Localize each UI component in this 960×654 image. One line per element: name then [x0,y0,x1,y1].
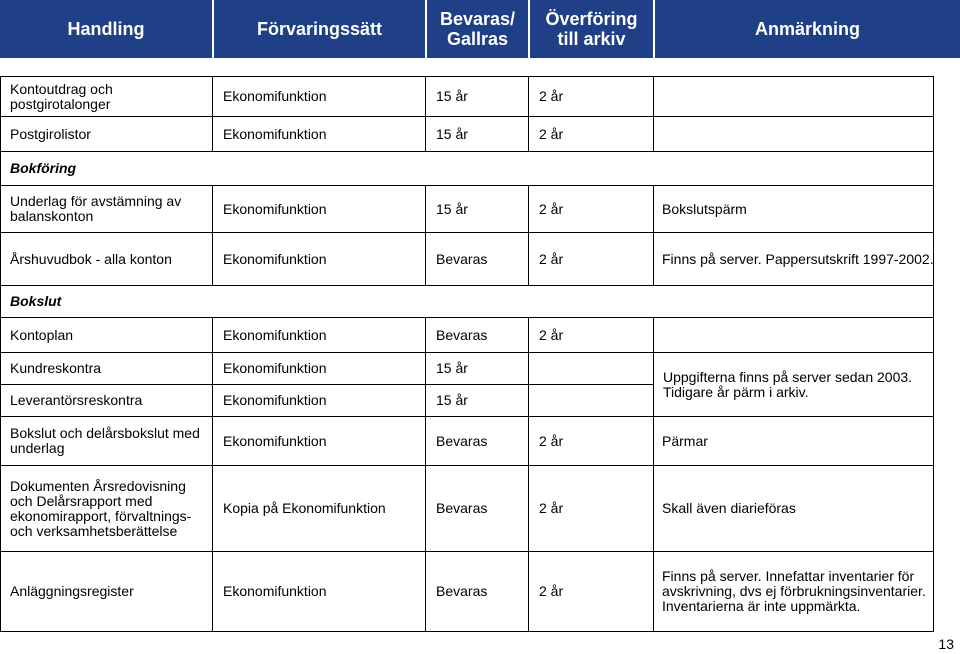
cell-border [933,552,934,631]
cell-border [653,466,654,551]
cell-anmarkning: Finns på server. Pappersutskrift 1997-2002. [662,250,934,267]
cell-border [212,466,213,551]
cell-border [0,466,1,551]
cell-overforing: 2 år [539,125,564,142]
cell-border [933,353,934,384]
cell-bevaras: 15 år [436,125,468,142]
table-row-dokumenten-arsredovisning [0,465,934,551]
cell-handling: Postgirolistor [10,125,91,142]
cell-border [528,417,529,465]
cell-border [528,77,529,116]
cell-border [425,353,426,384]
cell-border [0,77,1,116]
cell-border [653,77,654,116]
cell-border [425,552,426,631]
table-row-kontoplan [0,317,934,352]
cell-border [425,417,426,465]
cell-border [933,318,934,352]
cell-forvaring: Ekonomifunktion [223,432,327,449]
cell-handling: Kundreskontra [10,360,102,376]
cell-border [0,186,1,232]
cell-border [933,186,934,232]
table-row-postgirolistor [0,116,934,151]
cell-anmarkning [653,77,934,116]
cell-border [425,117,426,151]
cell-border [528,466,529,551]
cell-border [933,417,934,465]
table-header [0,0,960,58]
cell-border [653,117,654,151]
cell-forvaring: Ekonomifunktion [223,88,327,104]
cell-forvaring: Ekonomifunktion [223,583,327,599]
header-bevaras [425,0,528,58]
table-row-bokslut-delarsbokslut [0,416,934,465]
cell-handling: Leverantörsreskontra [10,392,143,408]
table-bottom-border [0,631,934,632]
cell-border [0,385,1,416]
cell-border [933,77,934,116]
cell-border [212,186,213,232]
cell-bevaras: 15 år [436,392,468,408]
section-title: Bokslut [10,293,62,309]
page-number: 13 [938,636,954,652]
header-anmarkning [653,0,960,58]
header-overforing [528,0,653,58]
cell-handling: Underlag för avstämning av balanskonton [10,193,182,224]
merged-note-cell: Uppgifterna finns på server sedan 2003. Tidigare år pärm i arkiv. [654,353,933,416]
header-forvaring [212,0,425,58]
cell-border [528,552,529,631]
cell-forvaring: Kopia på Ekonomifunktion [223,500,386,516]
cell-handling: Kontoplan [10,326,74,343]
cell-border [933,466,934,551]
header-anmarkning-label: Anmärkning [754,19,860,39]
table-row-anlaggningsregister [0,551,934,631]
cell-border [212,353,213,384]
cell-anmarkning: Skall även diarieföras [662,500,796,516]
cell-border [425,318,426,352]
cell-border [0,286,1,317]
cell-overforing: 2 år [539,583,564,599]
cell-handling: Kontoutdrag och postgirotalonger [10,80,113,112]
cell-overforing [528,353,653,384]
cell-border [653,417,654,465]
cell-border [425,385,426,416]
cell-border [933,286,934,317]
header-handling [0,0,212,58]
table-row-underlag-avstamning [0,185,934,232]
header-forvaring-label: Förvaringssätt [256,19,383,39]
cell-anmarkning: Finns på server. Innefattar inventarier för avskrivning, dvs ej förbrukningsinventarier. Inventarierna är inte uppmärkta. [662,568,926,614]
cell-border [528,385,529,416]
cell-bevaras: 15 år [436,200,468,217]
header-bevaras-label: Bevaras/ Gallras [439,9,516,49]
table-row-section-bokslut [0,285,934,317]
cell-border [212,318,213,352]
cell-bevaras: Bevaras [436,432,488,449]
cell-overforing: 2 år [539,88,564,104]
cell-border [528,318,529,352]
cell-border [933,117,934,151]
cell-overforing: 2 år [539,250,564,267]
cell-border [212,417,213,465]
cell-forvaring: Ekonomifunktion [223,326,327,343]
cell-border [0,318,1,352]
cell-bevaras: Bevaras [436,583,488,599]
table-row-section-bokforing [0,151,934,185]
header-handling-label: Handling [67,19,145,39]
cell-border [528,186,529,232]
table-row-arshuvudbok [0,232,934,285]
cell-handling: Dokumenten Årsredovisning och Delårsrapport med ekonomirapport, förvaltnings- och verksamhetsberättelse [10,477,192,539]
cell-border [653,318,654,352]
table-row-kontoutdrag [0,76,934,116]
cell-border [0,233,1,285]
cell-handling: Årshuvudbok - alla konton [10,250,172,267]
cell-bevaras: 15 år [436,88,468,104]
cell-border [653,233,654,285]
cell-border [425,466,426,551]
cell-border [653,186,654,232]
cell-overforing: 2 år [539,200,564,217]
cell-overforing: 2 år [539,326,564,343]
cell-border [933,385,934,416]
cell-border [528,233,529,285]
cell-border [528,353,529,384]
cell-anmarkning [653,318,934,352]
cell-forvaring: Ekonomifunktion [223,125,327,142]
cell-forvaring: Ekonomifunktion [223,360,327,376]
cell-border [0,417,1,465]
cell-forvaring: Ekonomifunktion [223,200,327,217]
cell-overforing [528,385,653,416]
cell-handling: Bokslut och delårsbokslut med underlag [10,425,200,456]
cell-border [0,117,1,151]
cell-border [933,233,934,285]
cell-forvaring: Ekonomifunktion [223,392,327,408]
cell-overforing: 2 år [539,500,564,516]
section-title: Bokföring [10,160,77,176]
cell-overforing: 2 år [539,432,564,449]
cell-border [933,152,934,185]
cell-border [212,77,213,116]
cell-bevaras: Bevaras [436,500,488,516]
cell-border [0,152,1,185]
cell-anmarkning: Pärmar [662,432,708,449]
cell-border [0,353,1,384]
cell-handling: Anläggningsregister [10,583,134,599]
cell-bevaras: 15 år [436,360,468,376]
cell-border [212,233,213,285]
cell-border [0,552,1,631]
cell-bevaras: Bevaras [436,326,488,343]
cell-border [212,385,213,416]
cell-border [212,552,213,631]
cell-border [425,233,426,285]
cell-border [212,117,213,151]
cell-bevaras: Bevaras [436,250,488,267]
header-overforing-label: Överföring till arkiv [545,9,638,49]
cell-border [653,552,654,631]
cell-forvaring: Ekonomifunktion [223,250,327,267]
cell-anmarkning [653,117,934,151]
cell-border [528,117,529,151]
cell-anmarkning: Bokslutspärm [662,200,747,217]
cell-border [425,77,426,116]
cell-border [425,186,426,232]
